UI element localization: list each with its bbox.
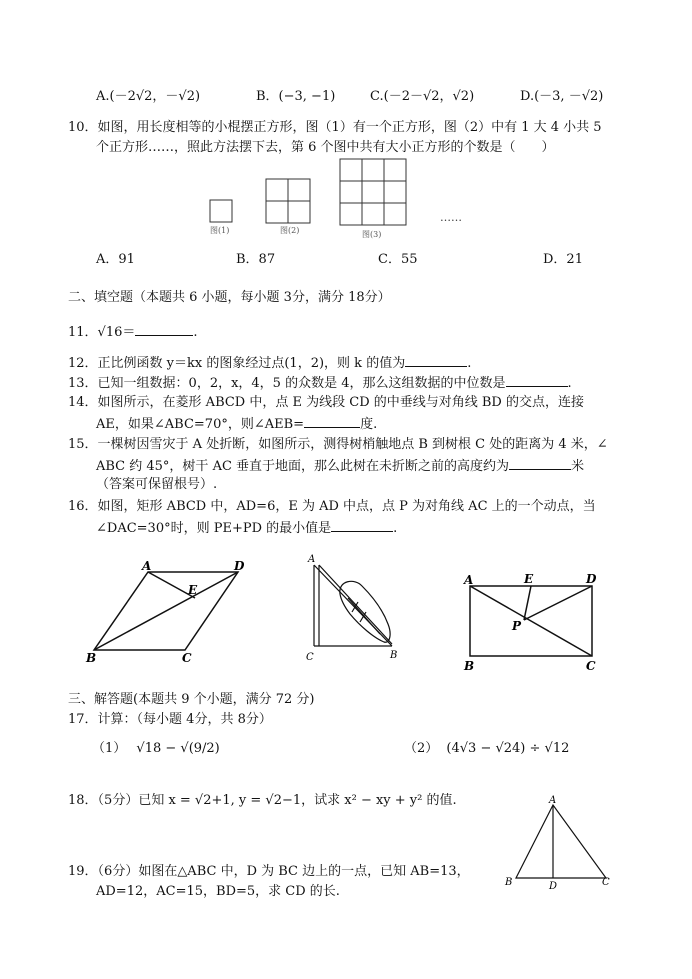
q11-expr: √16 xyxy=(97,325,123,340)
triangle-label-a: A xyxy=(549,795,557,806)
rect-label-a: A xyxy=(464,573,474,587)
rectangle-figure xyxy=(460,568,610,673)
q17-stem: 17．计算：（每小题 4分，共 8分） xyxy=(68,712,272,727)
fig3-grid xyxy=(340,159,406,225)
q9-option-c: C.(－2－√2，√2) xyxy=(370,89,475,104)
q16-line2 xyxy=(96,518,397,538)
q14-line2-end: 度. xyxy=(360,417,378,432)
q14-line1: 14．如图所示，在菱形 ABCD 中，点 E 为线段 CD 的中垂线与对角线 BD 的交点，连接 xyxy=(68,395,584,410)
q10-figures xyxy=(200,155,490,243)
fig2-grid xyxy=(266,179,310,223)
q10-option-d: D．21 xyxy=(543,252,583,267)
q14-line2 xyxy=(96,414,377,434)
tree-label-c: C xyxy=(306,652,314,663)
q16-line1: 16．如图，矩形 ABCD 中，AD=6，E 为 AD 中点，点 P 为对角线 AC 上的一个动点，当 xyxy=(68,499,596,514)
q11-answer-blank[interactable] xyxy=(135,322,193,336)
rect-label-d: D xyxy=(586,572,597,586)
fig1-label: 图(1) xyxy=(210,226,230,235)
rect-label-e: E xyxy=(524,572,534,586)
rhombus-label-b: B xyxy=(86,651,97,665)
q17-part2 xyxy=(404,740,569,758)
q19-line2: AD=12，AC=15，BD=5，求 CD 的长. xyxy=(96,884,340,899)
q13-text: 13．已知一组数据：0，2，x，4，5 的众数是 4，那么这组数据的中位数是 xyxy=(68,376,506,391)
q15-line1: 15．一棵树因雪灾于 A 处折断，如图所示，测得树梢触地点 B 到树根 C 处的距离为 4 米，∠ xyxy=(68,437,608,452)
rhombus-label-a: A xyxy=(142,559,152,573)
q17-p2-expr: (4√3 − √24) ÷ √12 xyxy=(446,741,570,756)
q16-line2-text: ∠DAC=30°时，则 PE+PD 的最小值是 xyxy=(96,521,332,536)
q11: 11．√16＝ . xyxy=(68,322,198,342)
q10-option-c: C．55 xyxy=(378,252,418,267)
q16-line2-end: . xyxy=(393,521,398,536)
q18: 18．（5分）已知 x = √2+1, y = √2−1，试求 x² − xy + y² 的值. xyxy=(68,793,457,808)
q19-line1: 19．（6分）如图在△ABC 中，D 为 BC 边上的一点，已知 AB=13， xyxy=(68,864,470,879)
fig1-square xyxy=(210,200,232,222)
q11-num: 11． xyxy=(68,325,98,340)
triangle-label-d: D xyxy=(549,881,558,892)
q15-line2 xyxy=(96,456,584,476)
q12: 12．正比例函数 y＝kx 的图象经过点(1，2)，则 k 的值为 . xyxy=(68,353,471,373)
rhombus-label-e: E xyxy=(188,583,198,597)
q17-p1-label: （1） xyxy=(92,741,127,756)
q13-answer-blank[interactable] xyxy=(506,373,568,387)
q13: 13．已知一组数据：0，2，x，4，5 的众数是 4，那么这组数据的中位数是 . xyxy=(68,373,572,393)
q17-p1-expr: √18 − √(9/2) xyxy=(136,741,220,756)
tree-label-a: A xyxy=(308,554,316,565)
q9-option-a: A.(－2√2，－√2) xyxy=(96,89,201,104)
q17-part1 xyxy=(92,740,220,758)
q10-stem-line1: 10．如图，用长度相等的小棍摆正方形，图（1）有一个正方形，图（2）中有 1 大 4 小共 5 xyxy=(68,120,602,135)
rect-label-b: B xyxy=(464,659,475,673)
rhombus-figure xyxy=(80,558,260,668)
section2-title: 二、填空题（本题共 6 小题，每小题 3分，满分 18分） xyxy=(68,290,391,305)
q15-line2-end: 米 xyxy=(571,459,585,474)
q15-line2-text: ABC 约 45°，树干 AC 垂直于地面，那么此树在未折断之前的高度约为 xyxy=(96,459,510,474)
triangle-label-c: C xyxy=(602,877,610,888)
q16-answer-blank[interactable] xyxy=(331,518,393,532)
tree-figure xyxy=(300,550,410,665)
section3-title: 三、解答题(本题共 9 个小题，满分 72 分) xyxy=(68,692,315,707)
q11-eq: ＝ xyxy=(122,325,136,340)
rhombus-label-d: D xyxy=(234,559,245,573)
q10-option-a: A．91 xyxy=(96,252,135,267)
q14-answer-blank[interactable] xyxy=(304,414,360,428)
fig-ellipsis: …… xyxy=(440,211,462,224)
q9-option-b: B．(−3, −1) xyxy=(256,89,336,104)
q12-answer-blank[interactable] xyxy=(405,353,467,367)
rect-label-c: C xyxy=(586,659,596,673)
rhombus-label-c: C xyxy=(182,651,192,665)
tree-label-b: B xyxy=(390,650,398,661)
rect-label-p: P xyxy=(512,619,522,633)
q9-option-d: D.(－3, －√2) xyxy=(520,89,604,104)
q12-text: 12．正比例函数 y＝kx 的图象经过点(1，2)，则 k 的值为 xyxy=(68,356,406,371)
q17-p2-label: （2） xyxy=(404,741,439,756)
fig3-label: 图(3) xyxy=(362,230,382,239)
q15-answer-blank[interactable] xyxy=(509,456,571,470)
triangle-label-b: B xyxy=(505,877,513,888)
q10-stem-line2: 个正方形……，照此方法摆下去，第 6 个图中共有大小正方形的个数是（ ） xyxy=(96,140,555,155)
fig2-label: 图(2) xyxy=(280,226,300,235)
q14-line2-text: AE，如果∠ABC=70°，则∠AEB= xyxy=(96,417,305,432)
triangle-figure xyxy=(500,793,620,893)
q10-option-b: B．87 xyxy=(236,252,276,267)
q15-line3: （答案可保留根号）. xyxy=(96,477,218,492)
